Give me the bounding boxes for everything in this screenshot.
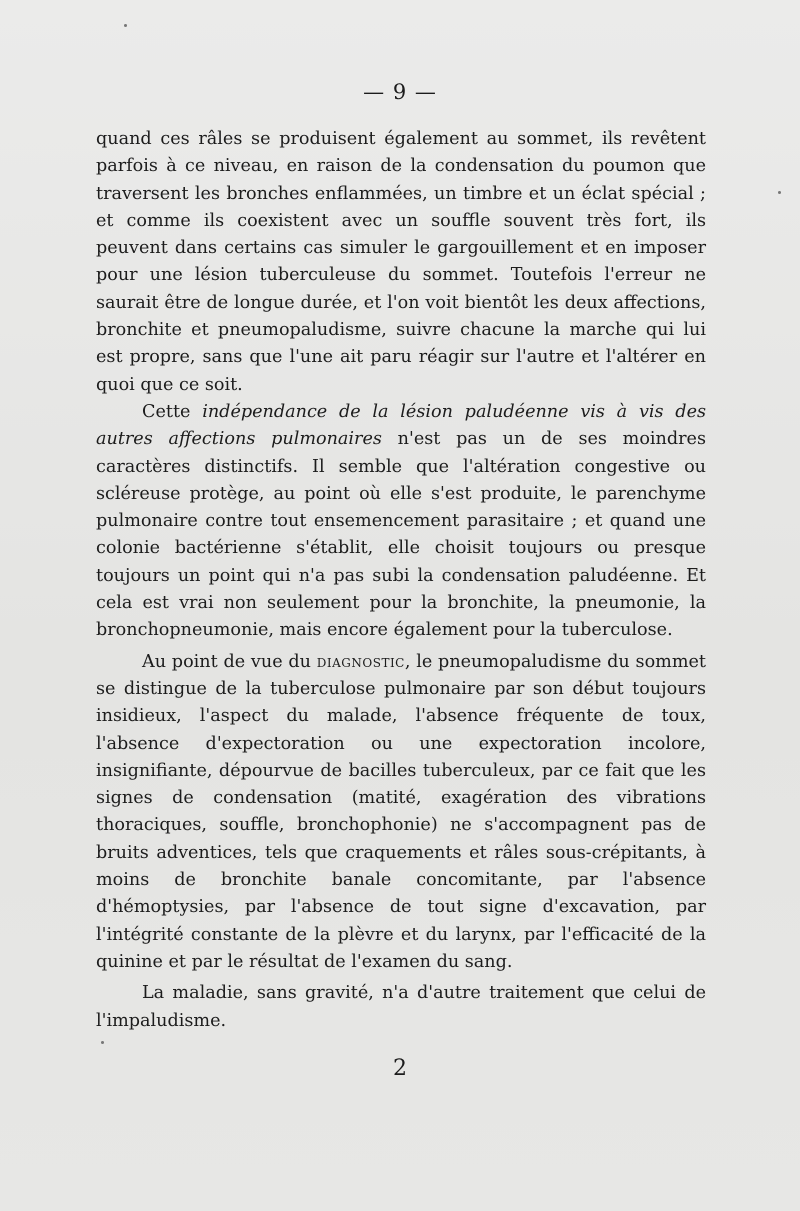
paragraph-3-smallcaps: diagnostic — [316, 651, 405, 672]
paragraph-4: La maladie, sans gravité, n'a d'autre traitement que celui de l'impaludisme. — [96, 983, 706, 1031]
paper-speck — [101, 1041, 104, 1044]
paragraph-2-start: Cette — [142, 401, 191, 422]
paragraph-3 — [96, 649, 706, 977]
page-number: — 9 — — [363, 80, 437, 104]
paragraph-2-italic: indépendance de la lésion paludéenne vis à vis des autres affections pulmonaires — [96, 401, 707, 450]
paragraph-3-start: Au point de vue du — [142, 651, 311, 672]
paragraph-1: quand ces râles se produisent également au sommet, ils revêtent parfois à ce niveau, en raison de la condensation du poumon que traversent les bronches enflammées, un timbre et un éclat spécial ; et comme ils coexistent avec un souffle souvent très fort, ils peuvent dans certains cas simuler le gargouillement et en imposer pour une lésion tuberculeuse du sommet. Toutefois l'erreur ne saurait être de longue durée, et l'on voit bientôt les deux affections, bronchite et pneumopaludisme, suivre chacune la marche qui lui est propre, sans que l'une ait paru réagir sur l'autre et l'altérer en quoi que ce soit. — [96, 129, 706, 395]
paragraph-3-rest: , le pneumopaludisme du sommet se distingue de la tuberculose pulmonaire par son début toujours insidieux, l'aspect du malade, l'absence fréquente de toux, l'absence d'expectoration ou une expectoration incolore, insignifiante, dépourvue de bacilles tuberculeux, par ce fait que les signes de condensation (matité, exagération des vibrations thoraciques, souffle, bronchophonie) ne s'accompagnent pas de bruits adventices, tels que craquements et râles sous-crépitants, à moins de bronchite banale concomitante, par l'absence d'hémoptysies, par l'absence de tout signe d'excavation, par l'intégrité constante de la plèvre et du larynx, par l'efficacité de la quinine et par le résultat de l'examen du sang. — [96, 651, 707, 972]
paper-speck — [778, 191, 781, 194]
paragraph-2 — [96, 399, 706, 645]
paper-speck — [124, 24, 127, 27]
signature-mark: 2 — [393, 1056, 407, 1081]
body-text — [96, 126, 706, 1035]
paragraph-2-rest: n'est pas un de ses moindres caractères distinctifs. Il semble que l'altération congestive ou scléreuse protège, au point où elle s'est produite, le parenchyme pulmonaire contre tout ensemencement parasitaire ; et quand une colonie bactérienne s'établit, elle choisit toujours ou presque toujours un point qui n'a pas subi la condensation paludéenne. Et cela est vrai non seulement pour la bronchite, la pneumonie, la bronchopneumonie, mais encore également pour la tuberculose. — [96, 429, 707, 641]
